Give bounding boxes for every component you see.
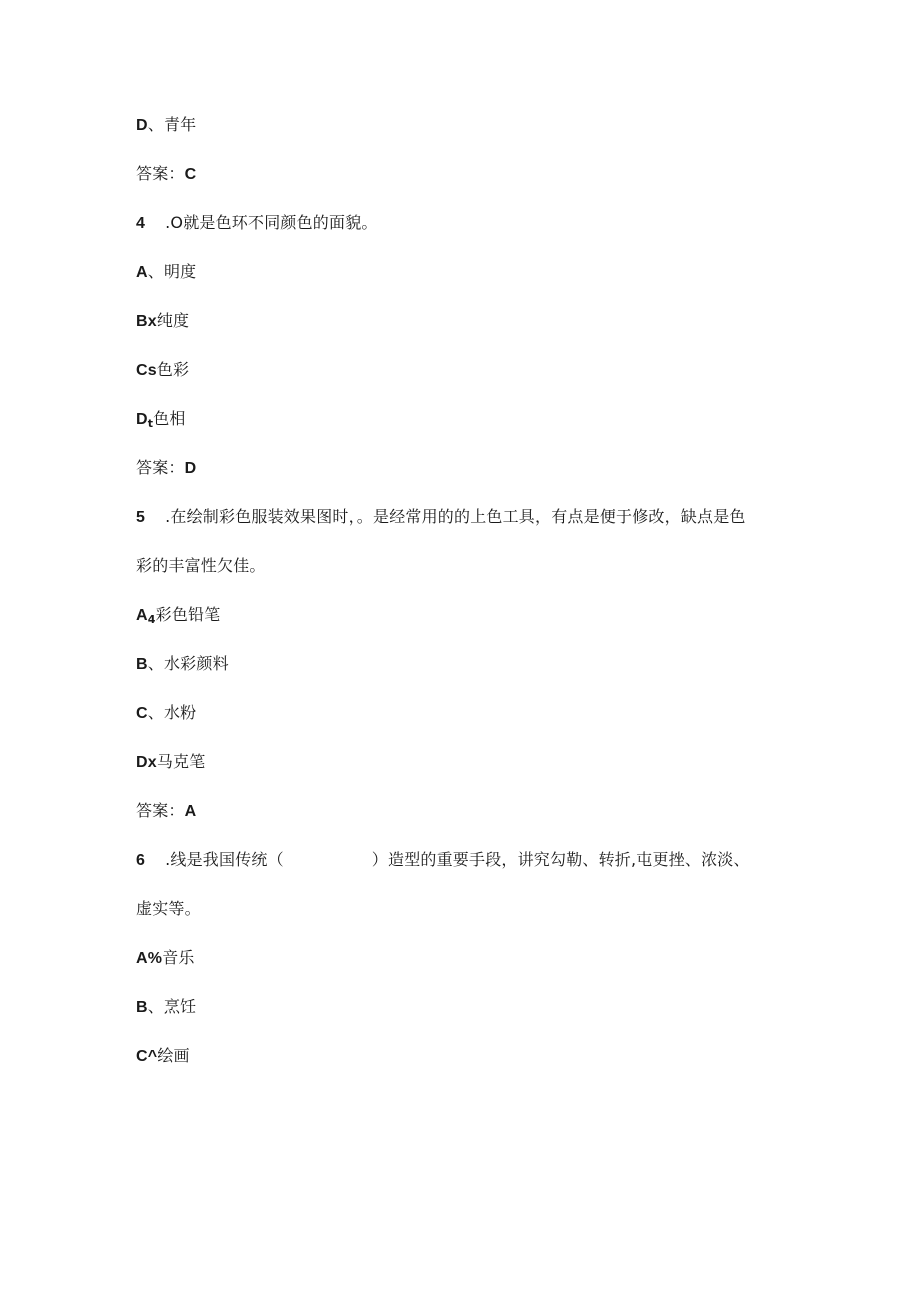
question-6 xyxy=(136,849,750,872)
option-letter: B xyxy=(136,999,148,1016)
question-number: 5 xyxy=(136,509,146,526)
option-text: 纯度 xyxy=(156,311,190,330)
option-c-painting xyxy=(136,1045,190,1068)
option-a-colored-pencil xyxy=(136,604,220,631)
option-letter: A xyxy=(136,264,148,281)
option-letter: A% xyxy=(136,950,163,967)
question-text: .O就是色环不同颜色的面貌。 xyxy=(165,213,378,232)
option-text: 烹饪 xyxy=(163,997,197,1016)
question-4 xyxy=(136,212,378,235)
question-5 xyxy=(136,506,746,529)
option-text: 青年 xyxy=(163,115,197,134)
option-c-gouache xyxy=(136,702,196,725)
answer-line xyxy=(136,800,196,823)
option-b-purity xyxy=(136,310,189,333)
option-text: 绘画 xyxy=(157,1046,190,1065)
option-text: 马克笔 xyxy=(156,752,206,771)
question-text: .在绘制彩色服装效果图时，。是经常用的的上色工具，有点是便于修改，缺点是色 xyxy=(165,507,746,526)
answer-line xyxy=(136,163,196,186)
question-text: 虚实等。 xyxy=(136,899,201,918)
option-letter: A xyxy=(136,607,148,624)
option-text: 彩色铅笔 xyxy=(155,605,221,624)
answer-line xyxy=(136,457,196,480)
option-letter: Bx xyxy=(136,313,157,330)
question-number: 6 xyxy=(136,852,146,869)
option-letter: Dx xyxy=(136,754,157,771)
option-letter: B xyxy=(136,656,148,673)
option-a-music xyxy=(136,947,195,970)
option-letter: C^ xyxy=(136,1048,158,1065)
option-letter: Cs xyxy=(136,362,157,379)
option-text: 色相 xyxy=(153,409,186,428)
question-5-continued xyxy=(136,555,266,577)
option-d-marker xyxy=(136,751,205,774)
answer-label: 答案： xyxy=(136,801,185,820)
option-letter: D xyxy=(136,411,148,428)
option-separator: 、 xyxy=(147,997,164,1016)
option-text: 水彩颜料 xyxy=(163,654,229,673)
answer-value: C xyxy=(184,166,197,183)
option-a-lightness xyxy=(136,261,196,284)
option-letter: D xyxy=(136,117,148,134)
question-6-continued xyxy=(136,898,201,920)
question-text: 彩的丰富性欠佳。 xyxy=(136,556,266,575)
option-separator: 、 xyxy=(147,262,164,281)
option-text: 色彩 xyxy=(156,360,190,379)
option-d-hue xyxy=(136,408,186,435)
option-separator: 、 xyxy=(147,115,164,134)
option-text: 水粉 xyxy=(163,703,197,722)
answer-label: 答案： xyxy=(136,458,185,477)
answer-value: D xyxy=(184,460,197,477)
question-text-after-blank: ）造型的重要手段，讲究勾勒、转折,屯更挫、浓淡、 xyxy=(371,850,750,869)
answer-label: 答案： xyxy=(136,164,185,183)
option-text: 明度 xyxy=(163,262,197,281)
option-d-youth xyxy=(136,114,196,137)
option-separator: 、 xyxy=(147,703,164,722)
option-letter: C xyxy=(136,705,148,722)
question-number: 4 xyxy=(136,215,146,232)
option-c-color xyxy=(136,359,189,382)
option-text: 音乐 xyxy=(162,948,195,967)
option-separator: 、 xyxy=(147,654,164,673)
option-b-watercolor xyxy=(136,653,229,676)
question-text-before-blank: .线是我国传统（ xyxy=(165,850,284,869)
option-b-cooking xyxy=(136,996,196,1019)
answer-value: A xyxy=(184,803,197,820)
option-separator: 4 xyxy=(147,613,156,626)
option-separator: t xyxy=(147,417,154,430)
